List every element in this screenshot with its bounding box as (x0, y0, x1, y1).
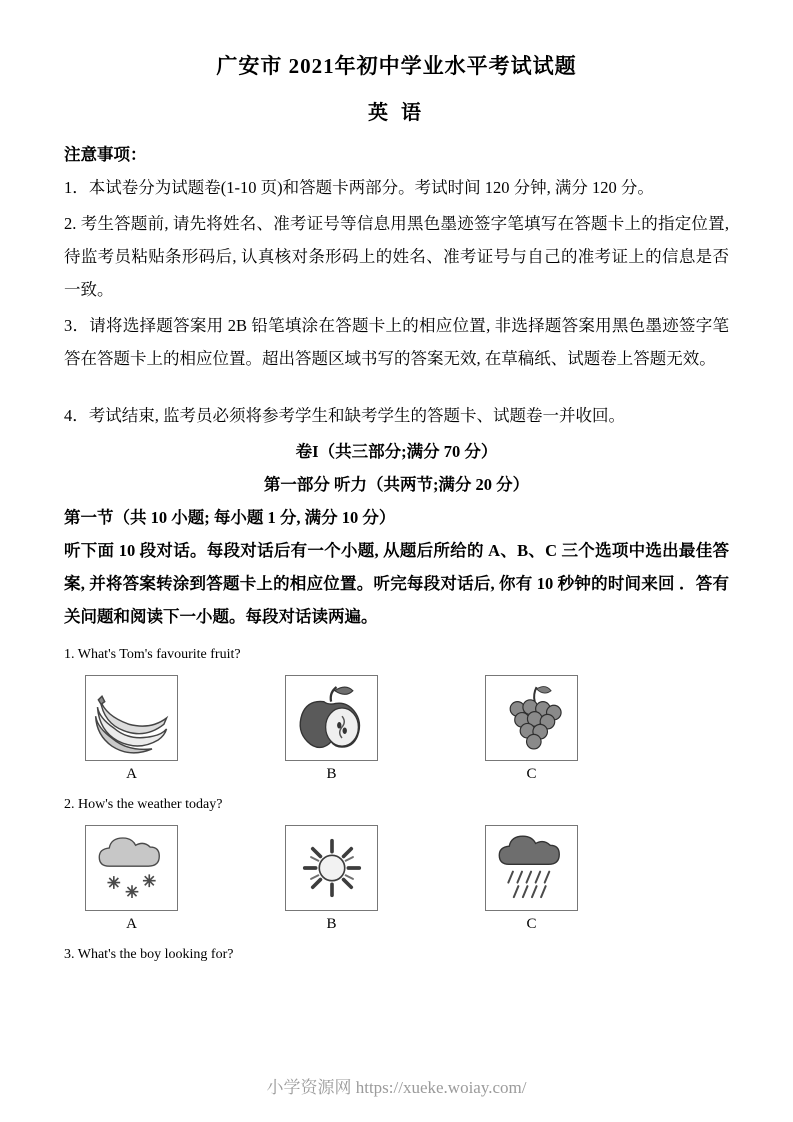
question-1-option-a (85, 675, 178, 783)
snow-cloud-icon (88, 828, 176, 908)
option-image-box (285, 675, 378, 761)
sun-icon (288, 828, 376, 908)
option-label: C (526, 766, 537, 782)
footer-watermark: 小学资源网 https://xueke.woiay.com/ (266, 1078, 527, 1097)
question-2-text: 2. How's the weather today? (64, 797, 223, 812)
option-label: A (126, 916, 137, 932)
grapes-icon (488, 678, 576, 758)
notice-item-2: 2. 考生答题前, 请先将姓名、准考证号等信息用黑色墨迹签字笔填写在答题卡上的指定位置, 待监考员粘贴条形码后, 认真核对条形码上的姓名、准考证号与自己的准考证上的信息是否一致。 (64, 214, 729, 299)
listening-instructions: 听下面 10 段对话。每段对话后有一个小题, 从题后所给的 A、B、C 三个选项中选出最佳答案, 并将答案转涂到答题卡上的相应位置。听完每段对话后, 你有 10 秒钟的时间来回 ．答有关问题和阅读下一小题。每段对话读两遍。 (64, 541, 729, 626)
section-heading: 第一节（共 10 小题; 每小题 1 分, 满分 10 分） (64, 508, 396, 527)
option-label: C (526, 916, 537, 932)
listening-heading: 第一部分 听力（共两节;满分 20 分） (263, 475, 530, 494)
question-1-option-b (285, 675, 378, 783)
apple-icon (288, 678, 376, 758)
option-image-box (485, 675, 578, 761)
question-1-options (64, 675, 729, 783)
rain-cloud-icon (488, 828, 576, 908)
notice-item-1: 1．本试卷分为试题卷(1-10 页)和答题卡两部分。考试时间 120 分钟, 满分 120 分。 (64, 178, 654, 197)
option-image-box (285, 825, 378, 911)
option-image-box (85, 825, 178, 911)
option-label: A (126, 766, 137, 782)
page-title: 广安市 2021年初中学业水平考试试题 (216, 54, 577, 78)
notice-item-4: 4．考试结束, 监考员必须将参考学生和缺考学生的答题卡、试题卷一并收回。 (64, 406, 625, 425)
notice-item-3: 3．请将选择题答案用 2B 铅笔填涂在答题卡上的相应位置, 非选择题答案用黑色墨迹签字笔答在答题卡上的相应位置。超出答题区域书写的答案无效, 在草稿纸、试题卷上答题无效。 (64, 316, 729, 368)
option-image-box (85, 675, 178, 761)
question-1-option-c (485, 675, 578, 783)
option-label: B (326, 916, 337, 932)
subject-title: 英 语 (368, 102, 425, 124)
banana-icon (88, 678, 176, 758)
option-image-box (485, 825, 578, 911)
question-3-text: 3. What's the boy looking for? (64, 947, 234, 962)
option-label: B (326, 766, 337, 782)
notice-heading: 注意事项： (64, 145, 147, 164)
question-2-option-c (485, 825, 578, 933)
question-2-option-b (285, 825, 378, 933)
question-2-option-a (85, 825, 178, 933)
question-1-text: 1. What's Tom's favourite fruit? (64, 647, 241, 662)
question-2-options (64, 825, 729, 933)
part-heading: 卷I（共三部分;满分 70 分） (295, 442, 498, 461)
